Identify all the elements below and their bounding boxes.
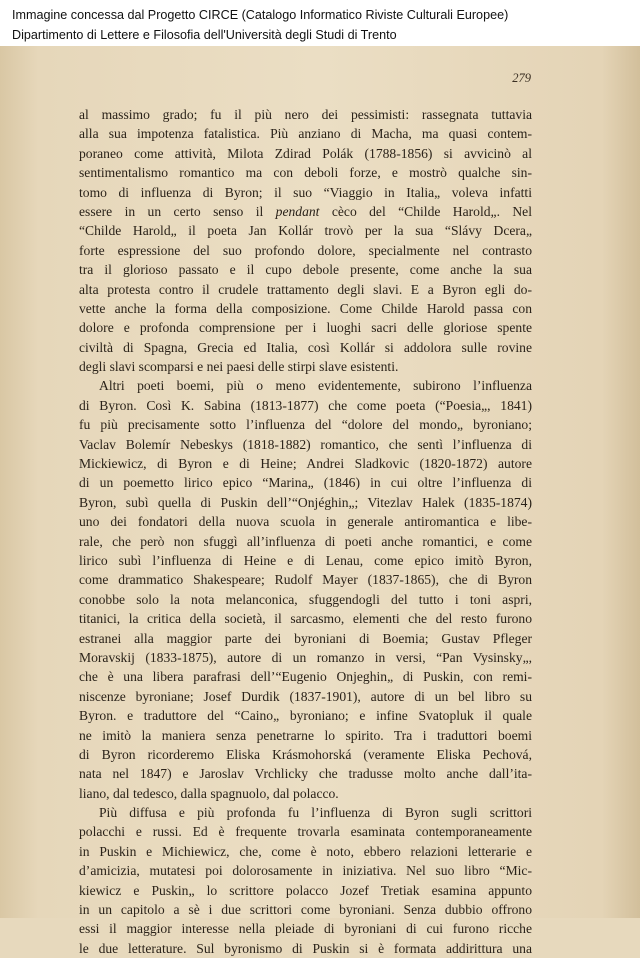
text-line: sentimentalismo romantico ma con deboli forze, e mostrò qualche sin- xyxy=(79,165,532,181)
text-line: al massimo grado; fu il più nero dei pessimisti: rassegnata tuttavia xyxy=(79,107,532,122)
text-line: come drammatico Shakespeare; Rudolf Mayer (1837-1865), che di Byron xyxy=(79,572,532,588)
text-line: forte espressione del suo profondo dolore, specialmente nel contrasto xyxy=(79,242,532,258)
text-line: nata nel 1847) e Jaroslav Vrchlicky che tradusse molto anche dall’ita- xyxy=(79,766,532,782)
text-line: d’amicizia, mutatesi poi dolorosamente in iniziativa. Nel suo libro “Mic- xyxy=(79,863,532,879)
banner-line-2: Dipartimento di Lettere e Filosofia dell'Università degli Studi di Trento xyxy=(12,28,397,42)
text-line: fu più precisamente sotto l’influenza del “dolore del mondo„ byroniano; xyxy=(79,417,532,433)
text-line: le due letterature. Sul byronismo di Puskin si è formata addirittura una xyxy=(79,940,532,956)
text-line: Vaclav Bolemír Nebeskys (1818-1882) romantico, che sentì l’influenza di xyxy=(79,436,532,452)
text-line: essere in un certo senso il pendant cèco del “Childe Harold„. Nel xyxy=(79,203,532,219)
text-line: in un capitolo a sè i due scrittori come byroniani. Senza dubbio offrono xyxy=(79,902,532,918)
text-line: alla sua impotenza fatalistica. Più anziano di Macha, ma quasi contem- xyxy=(79,126,532,142)
text-line: “Childe Harold„ il poeta Jan Kollár trovò per la sua “Slávy Dcera„ xyxy=(79,223,532,239)
text-line: liano, dal tedesco, dalla spagnuolo, dal polacco. xyxy=(79,785,339,801)
text-line: Byron. e traduttore del “Caino„ byroniano; e infine Svatopluk il quale xyxy=(79,708,532,724)
text-line: niscenze byroniane; Josef Durdik (1837-1901), autore di un bel libro su xyxy=(79,688,532,704)
text-line: di Byron ricorderemo Eliska Krásmohorská (veramente Eliska Pechová, xyxy=(79,746,532,762)
text-line: lirico subì l’influenza di Heine e di Lenau, come epico imitò Byron, xyxy=(79,552,532,568)
text-line: che è una libera parafrasi dell’“Eugenio Onjeghin„ di Puskin, con remi- xyxy=(79,669,532,685)
text-line: di un poemetto lirico epico “Marina„ (1846) in cui oltre l’influenza di xyxy=(79,475,532,491)
text-line: conobbe solo la nota melanconica, sfuggendogli del tutto i toni aspri, xyxy=(79,591,532,607)
text-line: polacchi e russi. Ed è frequente trovarla esaminata contemporaneamente xyxy=(79,824,532,840)
text-line: estranei alla maggior parte dei byroniani di Boemia; Gustav Pfleger xyxy=(79,630,532,646)
text-line: civiltà di Spagna, Grecia ed Italia, così Kollár si addolora sulle rovine xyxy=(79,339,532,355)
text-line: Più diffusa e più profonda fu l’influenza di Byron sugli scrittori xyxy=(99,805,532,821)
text-line: Altri poeti boemi, più o meno evidentemente, subirono l’influenza xyxy=(99,378,532,394)
text-line: ne imitò la maniera senza penetrarne lo spirito. Tra i traduttori boemi xyxy=(79,727,532,743)
text-line: degli slavi scomparsi e nei paesi delle stirpi slave esistenti. xyxy=(79,359,399,375)
text-line: dolore e profonda comprensione per i luoghi sacri delle gloriose spente xyxy=(79,320,532,336)
source-banner xyxy=(0,0,640,46)
text-line: poraneo come attività, Milota Zdirad Polák (1788-1856) si avvicinò al xyxy=(79,145,532,161)
text-line: alta protesta contro il crudele trattamento degli slavi. E a Byron egli do- xyxy=(79,281,532,297)
body-text xyxy=(79,105,532,958)
text-line: in Puskin e Michiewicz, che, come è noto, ebbero relazioni letterarie e xyxy=(79,843,532,859)
page-number: 279 xyxy=(512,71,531,85)
text-line: tra il glorioso passato e il cupo debole presente, come anche la sua xyxy=(79,262,532,278)
text-line: vette anche la forma della composizione. Come Childe Harold passa con xyxy=(79,300,532,316)
text-line: Moravskij (1833-1875), autore di un romanzo in versi, “Pan Vysinsky„, xyxy=(79,649,532,665)
text-line: essi il maggior interesse nella pleiade di byroniani di cui furono ricche xyxy=(79,921,532,937)
text-line: uno dei fondatori della nuova scuola in generale antiromantica e libe- xyxy=(79,514,532,530)
text-line: kiewicz e Puskin„ lo scrittore polacco Jozef Tretiak esamina appunto xyxy=(79,882,532,898)
text-line: titanici, la critica della società, il sarcasmo, elementi che del resto furono xyxy=(79,611,532,627)
text-line: Mickiewicz, di Byron e di Heine; Andrei Sladkovic (1820-1872) autore xyxy=(79,456,532,472)
banner-line-1: Immagine concessa dal Progetto CIRCE (Catalogo Informatico Riviste Culturali Europee) xyxy=(12,8,509,22)
text-line: Byron, subì quella di Puskin dell’“Onjéghin„; Vitezlav Halek (1835-1874) xyxy=(79,494,532,510)
text-line: tomo di influenza di Byron; il suo “Viaggio in Italia„ voleva infatti xyxy=(79,184,532,200)
text-line: rale, che però non sfuggì all’influenza di poeti anche romantici, e come xyxy=(79,533,532,549)
text-line: di Byron. Così K. Sabina (1813-1877) che come poeta (“Poesia„, 1841) xyxy=(79,397,532,413)
